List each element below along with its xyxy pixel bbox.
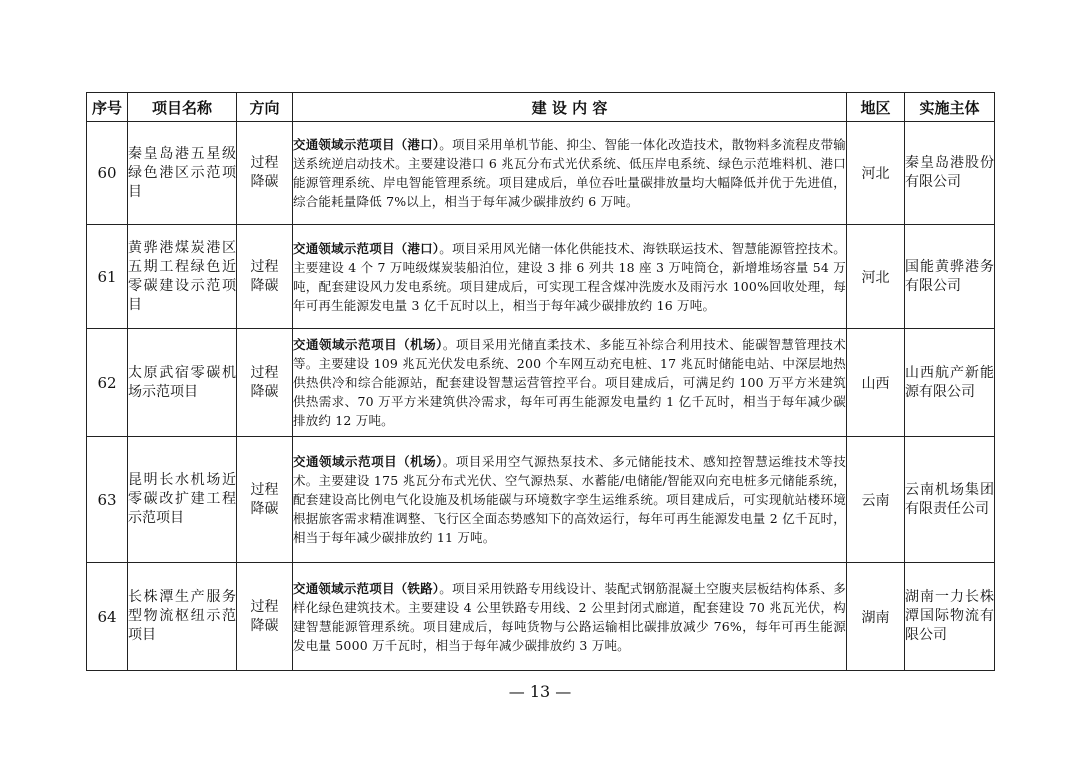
org-cell: 国能黄骅港务有限公司 bbox=[905, 225, 995, 329]
row-num: 60 bbox=[87, 122, 128, 225]
project-name: 长株潭生产服务型物流枢纽示范项目 bbox=[128, 563, 237, 671]
row-num: 63 bbox=[87, 437, 128, 563]
page-number: — 13 — bbox=[508, 682, 572, 701]
content-cell bbox=[293, 225, 847, 329]
category-label: 交通领域示范项目（铁路） bbox=[293, 580, 440, 596]
project-name: 昆明长水机场近零碳改扩建工程示范项目 bbox=[128, 437, 237, 563]
org-cell: 秦皇岛港股份有限公司 bbox=[905, 122, 995, 225]
region-cell: 云南 bbox=[847, 437, 905, 563]
category-label: 交通领域示范项目（港口） bbox=[293, 137, 440, 152]
direction-line: 过程 bbox=[250, 481, 279, 498]
table-row bbox=[87, 225, 995, 329]
header-content: 建 设 内 容 bbox=[293, 93, 847, 122]
projects-table bbox=[86, 92, 995, 671]
direction-line: 过程 bbox=[250, 364, 279, 381]
content-cell bbox=[293, 437, 847, 563]
content-cell bbox=[293, 122, 847, 225]
direction-line: 降碳 bbox=[250, 277, 279, 294]
content-text: 。项目采用光储直柔技术、多能互补综合利用技术、能碳智慧管理技术等。主要建设 109 兆瓦光伏发电系统、200 个车网互动充电桩、17 兆瓦时储能电站、中深层地热供热供冷和综合能源站，配套建设智慧运营管控平台。项目建成后，可满足约 100 万平方米建筑供热需求、70 万平方米建筑供冷需求，每年可再生能源发电量约 1 亿千瓦时，相当于每年减少碳排放约 12 万吨。 bbox=[293, 337, 846, 428]
table-row bbox=[87, 329, 995, 437]
region-cell: 河北 bbox=[847, 225, 905, 329]
header-org: 实施主体 bbox=[905, 93, 995, 122]
project-name: 太原武宿零碳机场示范项目 bbox=[128, 329, 237, 437]
content-text: 。项目采用单机节能、抑尘、智能一体化改造技术，散物料多流程皮带输送系统逆启动技术。主要建设港口 6 兆瓦分布式光伏系统、低压岸电系统、绿色示范堆料机、港口能源管理系统、岸电智能管理系统。项目建成后，单位吞吐量碳排放量均大幅降低并优于先进值，综合能耗量降低 7%以上，相当于每年减少碳排放约 6 万吨。 bbox=[293, 137, 846, 209]
project-name: 黄骅港煤炭港区五期工程绿色近零碳建设示范项目 bbox=[128, 225, 237, 329]
org-cell: 云南机场集团有限责任公司 bbox=[905, 437, 995, 563]
org-cell: 湖南一力长株潭国际物流有限公司 bbox=[905, 563, 995, 671]
region-cell: 湖南 bbox=[847, 563, 905, 671]
category-label: 交通领域示范项目（机场） bbox=[293, 454, 443, 469]
row-num: 61 bbox=[87, 225, 128, 329]
content-text: 。项目采用风光储一体化供能技术、海铁联运技术、智慧能源管控技术。主要建设 4 个 7 万吨级煤炭装船泊位，建设 3 排 6 列共 18 座 3 万吨筒仓，新增堆场容量 54 万吨，配套建设风力发电系统。项目建成后，可实现工程含煤冲洗废水及雨污水 100%回收处理，每年可再生能源发电量 3 亿千瓦时以上，相当于每年减少碳排放约 16 万吨。 bbox=[293, 240, 846, 313]
content-cell bbox=[293, 563, 847, 671]
table-header-row bbox=[87, 93, 995, 122]
direction-line: 降碳 bbox=[250, 174, 279, 190]
row-num: 64 bbox=[87, 563, 128, 671]
header-num: 序号 bbox=[87, 93, 128, 122]
direction-line: 降碳 bbox=[250, 383, 279, 400]
header-direction: 方向 bbox=[237, 93, 293, 122]
direction-line: 过程 bbox=[250, 258, 279, 275]
direction-line: 过程 bbox=[250, 155, 279, 171]
direction-line: 降碳 bbox=[250, 617, 279, 634]
content-text: 。项目采用铁路专用线设计、装配式钢筋混凝土空腹夹层板结构体系、多样化绿色建筑技术。主要建设 4 公里铁路专用线、2 公里封闭式廊道，配套建设 70 兆瓦光伏，构建智慧能源管理系统。项目建成后，每吨货物与公路运输相比碳排放减少 76%，每年可再生能源发电量 5000 万千瓦时，相当于每年减少碳排放约 3 万吨。 bbox=[293, 580, 846, 653]
project-name: 秦皇岛港五星级绿色港区示范项目 bbox=[128, 122, 237, 225]
direction-cell bbox=[237, 437, 293, 563]
region-cell: 河北 bbox=[847, 122, 905, 225]
content-text: 。项目采用空气源热泵技术、多元储能技术、感知控智慧运维技术等技术。主要建设 175 兆瓦分布式光伏、空气源热泵、水蓄能/电储能/智能双向充电桩多元储能系统，配套建设高比例电气化设施及机场能碳与环境数字孪生运维系统。项目建成后，可实现航站楼环境根据旅客需求精准调整、飞行区全面态势感知下的高效运行，每年可再生能源发电量 2 亿千瓦时，相当于每年减少碳排放约 11 万吨。 bbox=[293, 454, 846, 545]
row-num: 62 bbox=[87, 329, 128, 437]
table-row bbox=[87, 122, 995, 225]
region-cell: 山西 bbox=[847, 329, 905, 437]
direction-line: 降碳 bbox=[250, 500, 279, 517]
category-label: 交通领域示范项目（港口） bbox=[293, 240, 440, 256]
table-row bbox=[87, 437, 995, 563]
category-label: 交通领域示范项目（机场） bbox=[293, 337, 443, 352]
direction-cell bbox=[237, 329, 293, 437]
content-cell bbox=[293, 329, 847, 437]
header-region: 地区 bbox=[847, 93, 905, 122]
direction-cell bbox=[237, 122, 293, 225]
table-row bbox=[87, 563, 995, 671]
header-name: 项目名称 bbox=[128, 93, 237, 122]
org-cell: 山西航产新能源有限公司 bbox=[905, 329, 995, 437]
direction-cell bbox=[237, 225, 293, 329]
direction-cell bbox=[237, 563, 293, 671]
direction-line: 过程 bbox=[250, 598, 279, 615]
